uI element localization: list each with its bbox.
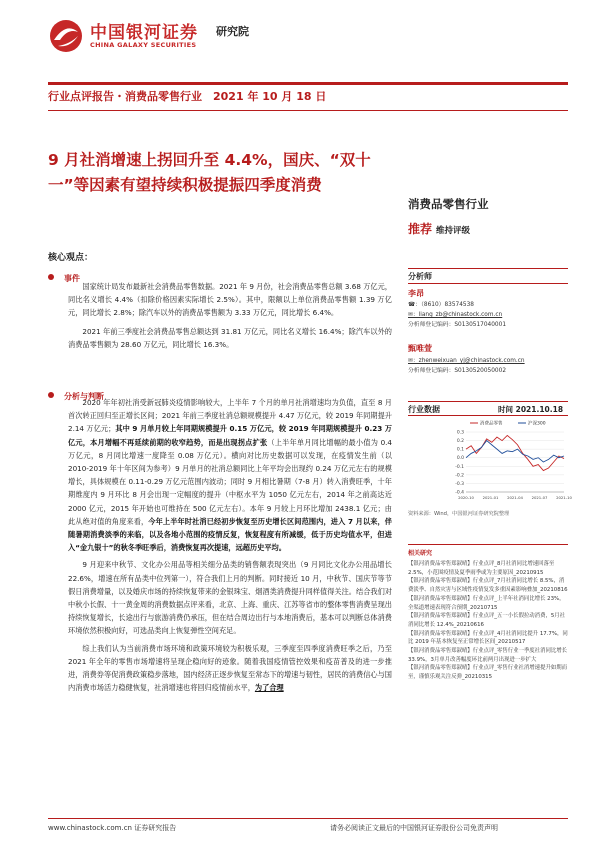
- related-research-item[interactable]: 【银河消费品零售郑淑晴】行业点评_零售行业社消增速提升如期而至，谨慎乐观关注反弹_20210315: [408, 665, 568, 681]
- analyst1-phone: ☎：（8610）83574538: [408, 302, 474, 308]
- rating: [408, 220, 568, 237]
- core-view-label: 核心观点：: [48, 253, 94, 263]
- chart-x-tick-label: 2021-01: [482, 495, 499, 500]
- sidebar-rule: [408, 268, 568, 269]
- footer-rule: [48, 818, 568, 819]
- rating-label: 推荐: [408, 222, 433, 236]
- analysis-paragraph-2: 9 月迎来中秋节、文化办公用品等相关细分品类的销售额表现突出（9 月同比文化办公用品增长 22.6%，增速在所有品类中位列第一），符合我们上月的判断。同时接近 10 月，中秋节、国庆节等节假日消费增量，以及婚庆市场的持续恢复带来的金银珠宝、烟酒类消费提升同样值得关注。结合我们对中秋小长假、十一黄金周的消费数据点评来看，北京、上海、重庆、江苏等省市的整体零售消费呈现出持续恢复增长，长途出行与旅游消费仍承压，但在结合周边出行与本地消费后，基本可以判断总体消费环境依然积极向好，可选品类向上恢复弹性空间充足。: [68, 560, 392, 636]
- analyst1-name: 李昂: [408, 289, 424, 298]
- header-rule: [48, 82, 568, 85]
- bullet-icon: [48, 392, 54, 398]
- chart-y-tick-label: -0.3: [455, 481, 464, 487]
- chart-x-tick-label: 2021-07: [531, 495, 548, 500]
- galaxy-logo-icon: [48, 18, 84, 54]
- bullet-icon: [48, 274, 54, 280]
- analyst1-info: [408, 300, 568, 330]
- related-research-item[interactable]: 【银河消费品零售郑淑晴】行业点评_零售行业一季度社消同比增长 33.9%，3月单月改善幅度环比前两月出现进一步扩大: [408, 648, 568, 663]
- chart-y-tick-label: -0.2: [455, 473, 464, 479]
- sidebar-rule: [408, 415, 568, 416]
- analysis-paragraph-1: 2020 年年初社消受新冠肺炎疫情影响较大，上半年 7 个月的单月社消增速均为负值，直至 8 月首次转正回归至正增长区间；2021 年前三季度社消总额规模提升 4.47 万亿元，较 2019 年同期提升 2.14 万亿元；其中 9 月单月较上年同期规模提升 0.15 万亿元，较 2019 年同期规模提升 0.23 万亿元，本月增幅不再延续前期的收窄趋势，而是出现拐点扩张（上半年单月同比增幅的最小值为 0.4 万亿元，8 月同比增速一度降至 0.08 万亿元）。横向对比历史数据可以发现，在疫情发生前（以 2010-2019 年十年区间为参考）9 月单月的社消总额同比上年平均会出现约 0.24 万亿元左右的规模增长，具体规模在 0.11-0.29 万亿元范围内波动；同时 9 月相比暑期（7-8 月）转入消费旺季，十年期维度内 9 月环比 8 月会出现一定幅度的提升（中枢水平为 1050 亿元左右，2014 年之前高达近 2000 亿元，2015 年开始也可维持在 500 亿元左右）。本年 9 月较上月环比增加 2438.1 亿元；由此从绝对值的角度来看，今年上半年时社消已经初步恢复至历史增长区间范围内，进入 7 月以来，伴随暑期消费淡季的来临，以及各地小范围的疫情反复，恢复程度有所减缓，低于历史均值水平，但进入“金九银十”的秋冬季旺季后，消费恢复再次提速，远超历史平均。: [68, 398, 392, 553]
- analyst1-email[interactable]: ✉：liang_zb@chinastock.com.cn: [408, 312, 503, 318]
- chart-y-tick-label: 0.2: [456, 439, 464, 445]
- footer-disclaimer: 请务必阅读正文最后的中国银河证券股份公司免责声明: [330, 824, 498, 832]
- analyst1-cert: 分析师登记编码：S0130517040001: [408, 322, 507, 328]
- footer-website[interactable]: www.chinastock.com.cn 证券研究报告: [48, 824, 177, 832]
- related-research-item[interactable]: 【银河消费品零售郑淑晴】行业点评_4月社消同比提升 17.7%，同比 2019 年基本恢复至正常增长区间_20210517: [408, 630, 568, 646]
- sidebar-rule: [408, 544, 568, 545]
- chart-y-tick-label: 0.0: [456, 456, 464, 462]
- analysis-paragraphs: [68, 396, 392, 694]
- chart-y-tick-label: 0.3: [456, 430, 464, 436]
- chart-source-note: 资料来源：Wind，中国银河证券研究院整理: [408, 511, 510, 517]
- logo-text-en: CHINA GALAXY SECURITIES: [90, 41, 197, 49]
- chart-x-tick-label: 2021-10: [556, 495, 572, 500]
- chart-x-tick-label: 2020-10: [458, 495, 474, 500]
- related-research-item[interactable]: 【银河消费品零售郑淑晴】行业点评_上半年社消同比增长 23%，全渠道增速表现符合预期_20210715: [408, 595, 565, 611]
- rating-note: 维持评级: [436, 226, 471, 236]
- related-research-item[interactable]: 【银河消费品零售郑淑晴】行业点评_8月社消同比增速回落至 2.5%，小范围疫情及夏季雨季或为主要原因_20210915: [408, 561, 555, 576]
- report-type: 行业点评报告・消费品零售行业 2021 年 10 月 18 日: [48, 90, 327, 103]
- related-research-item[interactable]: 【银河消费品零售郑淑晴】行业点评_7月社消同比增长 8.5%，消费淡季、自然灾害与区域性疫情复发多重因素影响叠加_20210816: [408, 578, 568, 594]
- event-paragraphs: [68, 280, 392, 351]
- logo-dept: 研究院: [216, 25, 249, 38]
- analyst2-info: [408, 356, 568, 376]
- sector-name: 消费品零售行业: [408, 197, 489, 211]
- event-paragraph-1: 国家统计局发布最新社会消费品零售数据。2021 年 9 月份，社会消费品零售总额 3.68 万亿元，同比名义增长 4.4%（扣除价格因素实际增长 2.5%）。其中，限额以上单位消费品零售额 1.39 万亿元，同比增长 2.8%；除汽车以外的消费品零售额为 3.33 万亿元，同比增长 6.4%。: [68, 282, 392, 318]
- chart-series-line: [466, 441, 564, 462]
- analyst-label: 分析师: [408, 272, 432, 281]
- chart-legend-label: 沪深300: [528, 421, 546, 427]
- event-paragraph-2: 2021 年前三季度社会消费品零售总额达到 31.81 万亿元，同比名义增长 16.4%；除汽车以外的消费品零售额为 28.60 万亿元，同比增长 16.3%。: [68, 326, 392, 349]
- analysis-heading: 分析与判断: [48, 384, 104, 403]
- analyst2-email[interactable]: ✉：zhenweixuan_yj@chinastock.com.cn: [408, 358, 525, 364]
- related-research-label: 相关研究: [408, 550, 433, 557]
- related-research-item[interactable]: 【银河消费品零售郑淑晴】行业点评_五一小长假拉动消费，5月社消同比增长 12.4%_20210616: [408, 613, 566, 628]
- sidebar-rule: [408, 283, 568, 284]
- analyst2-name: 甄唯萱: [408, 344, 432, 353]
- event-heading: 事件: [48, 266, 80, 285]
- analysis-paragraph-3: 综上我们认为当前消费市场环境和政策环境较为积极乐观，三季度至四季度消费旺季之后，乃至 2021 年全年的零售市场增速将呈现企稳向好的迹象。随着我国疫情管控效果和疫苗普及的进一步推进，消费券等促消费政策稳步落地，国内经济正逐步恢复至常态下的增速与韧性，居民的消费信心与国内消费市场活力稳健恢复，社消增速也将回归疫情前水平，为了合理: [68, 643, 392, 693]
- analyst2-cert: 分析师登记编码：S0130520050002: [408, 368, 507, 374]
- sidebar-rule: [408, 401, 568, 402]
- logo: [48, 16, 253, 64]
- related-research-list: [408, 560, 568, 682]
- chart-x-tick-label: 2021-04: [507, 495, 523, 500]
- chart-y-tick-label: 0.1: [456, 447, 464, 453]
- chart-y-tick-label: -0.1: [455, 464, 464, 470]
- report-title: 9 月社消增速上拐回升至 4.4%，国庆、“双十一”等因素有望持续积极提振四季度消费: [48, 151, 371, 194]
- chart-y-tick-label: -0.4: [455, 490, 464, 496]
- market-data-label: 行业数据: [408, 405, 440, 414]
- market-performance-chart: [446, 418, 572, 504]
- market-data-date: 时间 2021.10.18: [498, 405, 564, 414]
- chart-legend-label: 消费品零售: [480, 421, 503, 427]
- header-rule-thin: [48, 110, 568, 111]
- logo-text-cn: 中国银河证券: [90, 23, 198, 43]
